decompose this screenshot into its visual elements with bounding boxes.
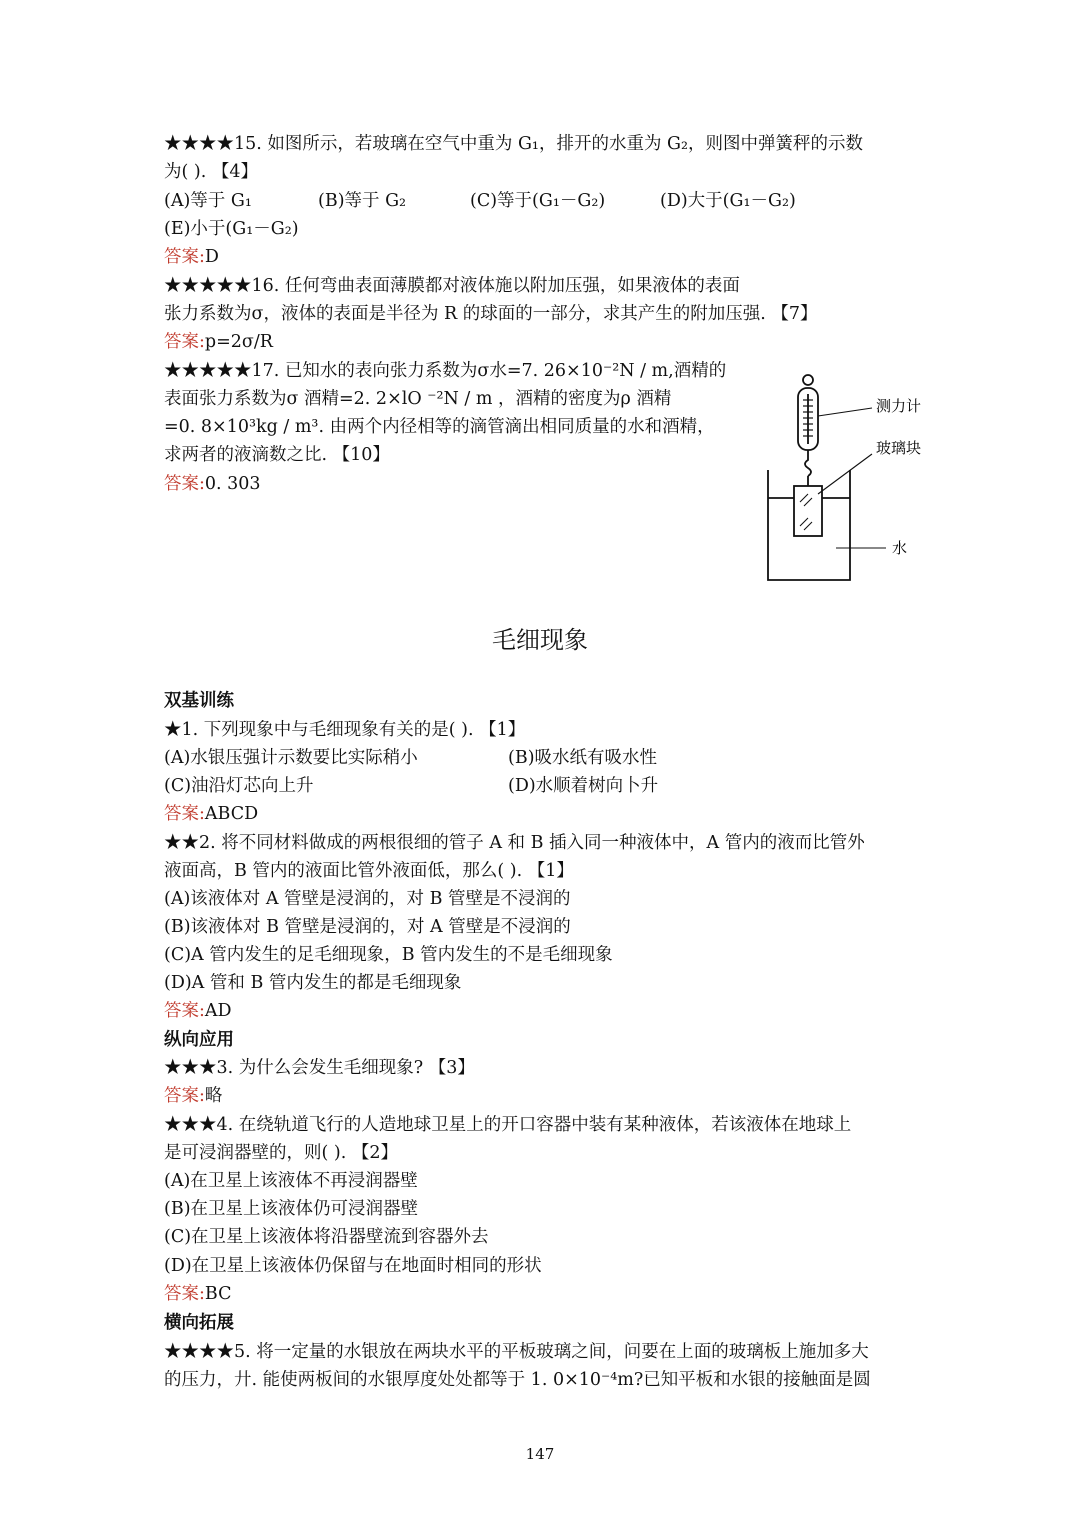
answer-label: 答案:	[164, 332, 205, 352]
label-spring-balance: 测力计	[876, 397, 922, 415]
label-water: 水	[892, 539, 908, 557]
answer-value: 略	[204, 1086, 223, 1106]
q16-answer	[164, 328, 273, 356]
q17-line1: ★★★★★17. 已知水的表向张力系数为σ水=7. 26×10⁻²N / m,酒精的	[164, 361, 727, 381]
q2-option-d: (D)A 管和 B 管内发生的都是毛细现象	[164, 973, 462, 993]
q15-option-a: (A)等于 G₁	[164, 191, 252, 211]
answer-value: AD	[204, 1001, 232, 1021]
q1-option-b: (B)吸水纸有吸水性	[508, 748, 658, 768]
subsection-horizontal: 横向拓展	[164, 1313, 234, 1333]
answer-value: p=2σ/R	[204, 332, 273, 352]
subsection-basic: 双基训练	[164, 691, 234, 711]
q16-line1: ★★★★★16. 任何弯曲表面薄膜都对液体施以附加压强，如果液体的表面	[164, 276, 740, 296]
q15-option-e: (E)小于(G₁－G₂)	[164, 219, 299, 239]
q5-line1: ★★★★5. 将一定量的水银放在两块水平的平板玻璃之间，问要在上面的玻璃板上施加多大	[164, 1342, 869, 1362]
page-number: 147	[525, 1445, 555, 1463]
answer-label: 答案:	[164, 804, 205, 824]
subsection-vertical: 纵向应用	[164, 1030, 234, 1050]
q15-line2: 为( ). 【4】	[164, 162, 258, 182]
q15-option-c: (C)等于(G₁－G₂)	[470, 191, 606, 211]
spring-balance-figure	[760, 368, 960, 588]
q1-line1: ★1. 下列现象中与毛细现象有关的是( ). 【1】	[164, 720, 526, 740]
answer-label: 答案:	[164, 474, 205, 494]
q17-line2: 表面张力系数为σ 酒精=2. 2×lO ⁻²N / m ，酒精的密度为ρ 酒精	[164, 389, 672, 409]
q4-line1: ★★★4. 在绕轨道飞行的人造地球卫星上的开口容器中装有某种液体，若该液体在地球上	[164, 1115, 852, 1135]
q15-answer	[164, 243, 219, 271]
top-ring	[803, 375, 813, 385]
answer-value: 0. 303	[204, 474, 261, 494]
q4-line2: 是可浸润器壁的，则( ). 【2】	[164, 1143, 398, 1163]
answer-label: 答案:	[164, 1284, 205, 1304]
q15-line1: ★★★★15. 如图所示，若玻璃在空气中重为 G₁，排开的水重为 G₂，则图中弹簧秤的示数	[164, 134, 864, 154]
q2-option-c: (C)A 管内发生的足毛细现象，B 管内发生的不是毛细现象	[164, 945, 613, 965]
q2-line1: ★★2. 将不同材料做成的两根很细的管子 A 和 B 插入同一种液体中，A 管内的液而比管外	[164, 833, 865, 853]
q4-answer	[164, 1280, 231, 1308]
answer-label: 答案:	[164, 1086, 205, 1106]
label-glass-block: 玻璃块	[876, 439, 922, 457]
q2-option-a: (A)该液体对 A 管壁是浸润的，对 B 管壁是不浸润的	[164, 889, 571, 909]
q4-option-d: (D)在卫星上该液体仍保留与在地面时相同的形状	[164, 1256, 542, 1276]
answer-label: 答案:	[164, 1001, 205, 1021]
q1-option-a: (A)水银压强计示数要比实际稍小	[164, 748, 418, 768]
answer-value: ABCD	[204, 804, 259, 824]
q15-option-b: (B)等于 G₂	[318, 191, 407, 211]
q16-line2: 张力系数为σ，液体的表面是半径为 R 的球面的一部分，求其产生的附加压强. 【7】	[164, 304, 818, 324]
q2-line2: 液面高，B 管内的液面比管外液面低，那么( ). 【1】	[164, 861, 574, 881]
answer-value: D	[204, 247, 219, 267]
q4-option-b: (B)在卫星上该液体仍可浸润器壁	[164, 1199, 419, 1219]
q3-line1: ★★★3. 为什么会发生毛细现象? 【3】	[164, 1058, 475, 1078]
answer-value: BC	[204, 1284, 232, 1304]
q17-line3: =0. 8×10³kg / m³. 由两个内径相等的滴管滴出相同质量的水和酒精，	[164, 417, 715, 437]
q1-option-c: (C)油沿灯芯向上升	[164, 776, 314, 796]
q1-answer	[164, 800, 258, 828]
answer-label: 答案:	[164, 247, 205, 267]
q15-option-d: (D)大于(G₁－G₂)	[660, 191, 796, 211]
q2-option-b: (B)该液体对 B 管壁是浸润的，对 A 管壁是不浸润的	[164, 917, 571, 937]
hook	[805, 450, 811, 476]
q1-option-d: (D)水顺着树向卜升	[508, 776, 659, 796]
q4-option-c: (C)在卫星上该液体将沿器壁流到容器外去	[164, 1227, 489, 1247]
q3-answer	[164, 1082, 222, 1110]
q2-answer	[164, 997, 232, 1025]
q4-option-a: (A)在卫星上该液体不再浸润器壁	[164, 1171, 418, 1191]
section-title: 毛细现象	[492, 626, 588, 654]
q17-answer	[164, 470, 261, 498]
q17-line4: 求两者的液滴数之比. 【10】	[164, 445, 390, 465]
q5-line2: 的压力，廾. 能使两板间的水银厚度处处都等于 1. 0×10⁻⁴m?已知平板和水银的接触面是圆	[164, 1370, 871, 1390]
